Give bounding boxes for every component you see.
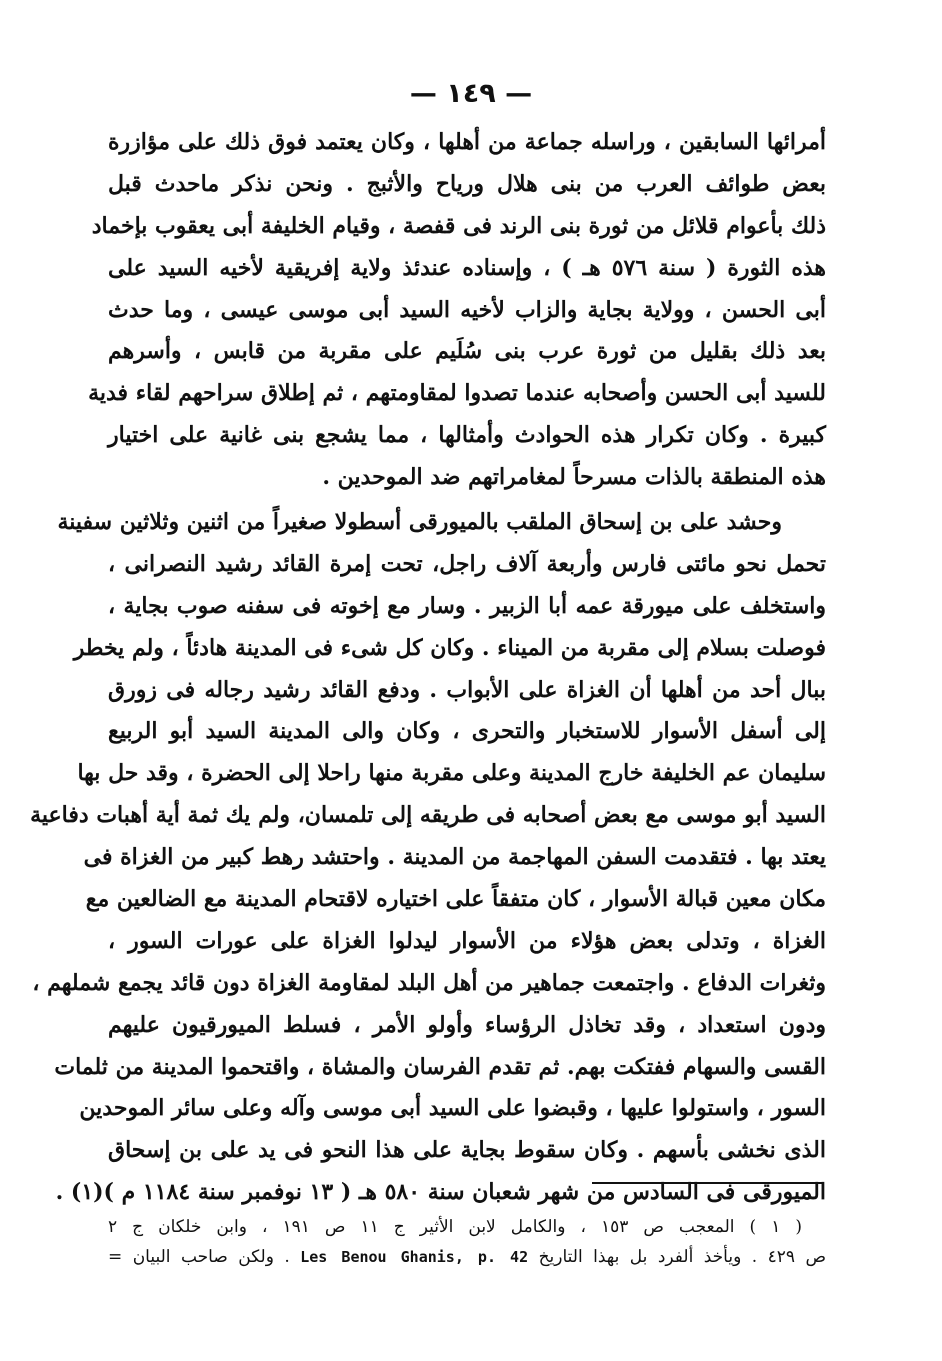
text-line: وثغرات الدفاع . واجتمعت جماهير من أهل البلد لمقاومة الغزاة دون قائد يجمع شملهم ، xyxy=(32,969,826,996)
text-line: هذه الثورة ( سنة ٥٧٦ هـ ) ، وإسناده عندئذ ولاية إفريقية لأخيه السيد على xyxy=(108,254,827,281)
text-line: سليمان عم الخليفة خارج المدينة وعلى مقربة منها راحلا إلى الحضرة ، وقد حل بها xyxy=(77,760,826,787)
text-line: وحشد على بن إسحاق الملقب بالميورقى أسطولا صغيراً من اثنين وثلاثين سفينة xyxy=(57,509,782,536)
text-line: كبيرة . وكان تكرار هذه الحوادث وأمثالها ، مما يشجع بنى غانية على اختيار xyxy=(108,422,826,449)
text-line: بعض طوائف العرب من بنى هلال ورياح والأثبج . ونحن نذكر ماحدث قبل xyxy=(108,170,826,197)
text-line: يعتد بها . فتقدمت السفن المهاجمة من المدينة . واحتشد رهط كبير من الغزاة فى xyxy=(83,844,826,871)
footnote-text: ص ٤٢٩ . ويأخذ ألفرد بل بهذا التاريخ xyxy=(538,1247,827,1267)
text-line: أمرائها السابقين ، وراسله جماعة من أهلها ، وكان يعتمد فوق ذلك على مؤازرة xyxy=(108,129,826,155)
footnote-citation: Les Benou Ghanis, p. 42 xyxy=(300,1248,529,1266)
footnote-text: . ولكن صاحب البيان = xyxy=(108,1247,290,1267)
text-line: فوصلت بسلام إلى مقربة من الميناء . وكان كل شىء فى المدينة هادئاً ، ولم يخطر xyxy=(73,634,826,661)
text-line: إلى أسفل الأسوار للاستخبار والتحرى ، وكان والى المدينة السيد أبو الربيع xyxy=(108,718,826,745)
text-line: السور ، واستولوا عليها ، وقبضوا على السيد أبى موسى وآله وعلى سائر الموحدين xyxy=(79,1095,826,1122)
text-line: مكان معين قبالة الأسوار ، كان متفقاً على اختياره لاقتحام المدينة مع الضالعين مع xyxy=(85,886,826,913)
footnote-separator xyxy=(592,1182,824,1184)
page-number: — ١٤٩ — xyxy=(409,78,533,109)
text-line: بعد ذلك بقليل من ثورة عرب بنى سُلَيم على مقربة من قابس ، وأسرهم xyxy=(108,338,826,365)
text-line: القسى والسهام ففتكت بهم. ثم تقدم الفرسان والمشاة ، واقتحموا المدينة من ثلمات xyxy=(54,1053,826,1080)
body-text xyxy=(30,122,827,1214)
footnotes xyxy=(108,1212,826,1272)
text-line: السيد أبو موسى مع بعض أصحابه فى طريقه إلى تلمسان، ولم يك ثمة أية أهبات دفاعية xyxy=(30,802,826,829)
text-line: ودون استعداد ، وقد تخاذل الرؤساء وأولو الأمر ، فسلط الميورقيون عليهم xyxy=(108,1011,826,1038)
text-line: تحمل نحو مائتى فارس وأربعة آلاف راجل، تحت إمرة القائد رشيد النصرانى ، xyxy=(108,550,826,577)
text-line: ذلك بأعوام قلائل من ثورة بنى الرند فى قفصة ، وقيام الخليفة أبى يعقوب بإخماد xyxy=(91,212,826,239)
text-line: الذى نخشى بأسهم . وكان سقوط بجاية على هذا النحو فى يد على بن إسحاق xyxy=(108,1137,826,1164)
text-line: أبى الحسن ، وولاية بجاية والزاب لأخيه السيد أبى موسى عيسى ، وما حدث xyxy=(108,296,826,323)
text-line: واستخلف على ميورقة عمه أبا الزبير . وسار مع إخوته فى سفنه صوب بجاية ، xyxy=(108,592,826,619)
text-line: ببال أحد من أهلها أن الغزاة على الأبواب . ودفع القائد رشيد رجاله فى زورق xyxy=(108,676,826,703)
text-line: للسيد أبى الحسن وأصحابه عندما تصدوا لمقاومتهم ، ثم إطلاق سراحهم لقاء فدية xyxy=(88,380,826,407)
text-line: الميورقى فى السادس من شهر شعبان سنة ٥٨٠ هـ ( ١٣ نوفمبر سنة ١١٨٤ م )(١) . xyxy=(55,1179,826,1206)
footnote-line xyxy=(108,1242,826,1272)
text-line: هذه المنطقة بالذات مسرحاً لمغامراتهم ضد الموحدين . xyxy=(322,464,826,491)
text-line: الغزاة ، وتدلى بعض هؤلاء من الأسوار ليدلوا الغزاة على عورات السور ، xyxy=(108,927,826,954)
footnote-line: ( ١ ) المعجب ص ١٥٣ ، والكامل لابن الأثير ج ١١ ص ١٩١ ، وابن خلكان ج ٢ xyxy=(108,1217,802,1237)
